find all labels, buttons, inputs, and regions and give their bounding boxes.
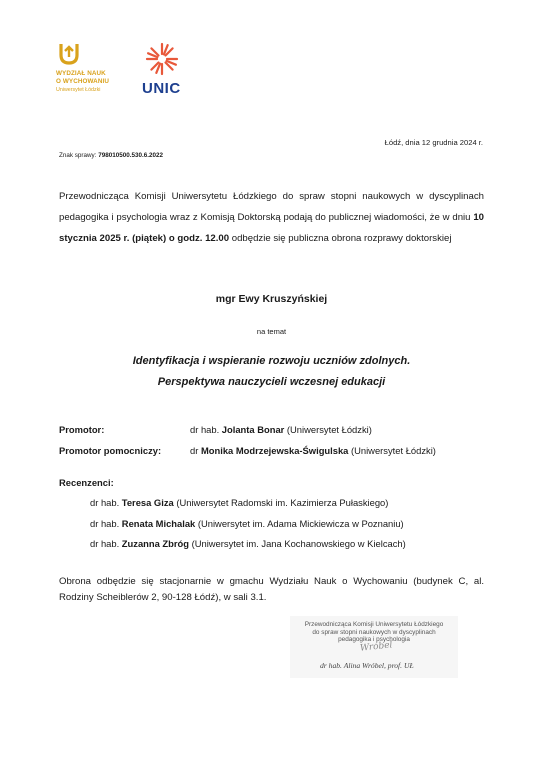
thesis-title-line2: Perspektywa nauczycieli wczesnej edukacji — [157, 376, 386, 388]
date-line: Łódź, dnia 12 grudnia 2024 r. — [384, 138, 483, 147]
case-number-label: Znak sprawy: — [59, 152, 97, 159]
announcement-part2: odbędzie się publiczna obrona rozprawy doktorskiej — [229, 233, 452, 244]
reviewer-item — [90, 538, 406, 549]
on-topic-label: na temat — [256, 327, 287, 336]
stamp-line3: pedagogika i psychologia — [338, 636, 410, 644]
faculty-logo-line1: WYDZIAŁ NAUK — [56, 70, 106, 77]
reviewer-affiliation: (Uniwersytet im. Jana Kochanowskiego w Kielcach) — [188, 538, 406, 549]
signature-stamp — [290, 616, 458, 678]
reviewer-prefix: dr hab. — [90, 538, 122, 549]
reviewer-affiliation: (Uniwersytet Radomski im. Kazimierza Pułaskiego) — [173, 497, 389, 508]
assistant-promotor-affiliation: (Uniwersytet Łódzki) — [348, 445, 436, 456]
location-note: Obrona odbędzie się stacjonarnie w gmachu Wydziału Nauk o Wychowaniu (budynek C, al. Rodziny Scheiblerów 2, 90-128 Łódź), w sali 3.1. — [59, 576, 484, 603]
stamp-line1: Przewodnicząca Komisji Uniwersytetu Łódzkiego — [304, 621, 444, 628]
faculty-logo — [56, 42, 126, 102]
case-number — [59, 152, 163, 159]
stamp-line2: do spraw stopni naukowych w dyscyplinach — [312, 628, 436, 636]
thesis-title — [0, 351, 543, 393]
reviewer-name: Zuzanna Zbróg — [121, 538, 189, 549]
assistant-promotor-label: Promotor pomocniczy: — [59, 445, 162, 456]
reviewer-prefix: dr hab. — [90, 497, 122, 508]
assistant-promotor-name: Monika Modrzejewska-Świgulska — [200, 445, 349, 456]
stamp-signer: dr hab. Alina Wróbel, prof. UŁ — [320, 661, 414, 670]
promotor-prefix: dr hab. — [190, 424, 222, 435]
reviewer-affiliation: (Uniwersytet im. Adama Mickiewicza w Poznaniu) — [195, 518, 404, 529]
unic-logo-text: UNIC — [142, 80, 181, 97]
promotor-row — [59, 424, 499, 435]
reviewer-name: Renata Michalak — [121, 518, 196, 529]
assistant-promotor-prefix: dr — [190, 445, 201, 456]
faculty-u-icon — [58, 42, 80, 66]
reviewer-item — [90, 518, 404, 529]
announcement-date: 10 stycznia 2025 r. (piątek) o godz. 12.00 — [59, 212, 484, 244]
candidate-name: mgr Ewy Kruszyńskiej — [215, 293, 328, 305]
assistant-promotor-row — [59, 445, 499, 456]
case-number-value: 798010500.530.6.2022 — [98, 152, 163, 159]
unic-logo — [138, 40, 188, 102]
reviewer-name: Teresa Giza — [121, 497, 174, 508]
unic-burst-icon — [145, 42, 179, 76]
promotor-affiliation: (Uniwersytet Łódzki) — [284, 424, 372, 435]
reviewers-label: Recenzenci: — [59, 477, 114, 488]
faculty-logo-line2: O WYCHOWANIU — [56, 77, 109, 85]
reviewer-prefix: dr hab. — [90, 518, 122, 529]
reviewer-item — [90, 497, 388, 508]
promotor-label: Promotor: — [59, 424, 105, 435]
handwritten-signature: Wróbel — [359, 640, 393, 654]
faculty-logo-line3: Uniwersytet Łódzki — [56, 87, 101, 93]
announcement-paragraph — [59, 186, 484, 249]
promotor-name: Jolanta Bonar — [221, 424, 285, 435]
thesis-title-line1: Identyfikacja i wspieranie rozwoju uczniów zdolnych. — [132, 355, 411, 367]
announcement-part1: Przewodnicząca Komisji Uniwersytetu Łódzkiego do spraw stopni naukowych w dyscyplinach pedagogika i psychologia wraz z Komisją Doktorską podają do publicznej wiadomości, że w dniu — [59, 191, 484, 223]
